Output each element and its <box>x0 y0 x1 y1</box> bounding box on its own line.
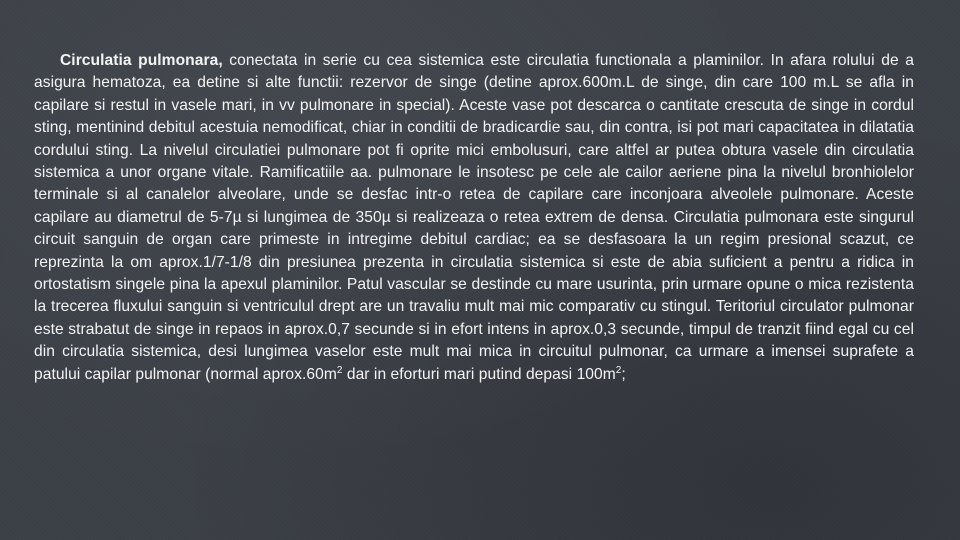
lead-term: Circulatia pulmonara, <box>60 52 223 69</box>
paragraph-text-part-2: dar in eforturi mari putind depasi 100m <box>342 365 616 383</box>
superscript-1: 2 <box>336 364 343 376</box>
paragraph-text-part-3: ; <box>621 365 626 383</box>
superscript-2: 2 <box>615 364 622 376</box>
body-paragraph <box>34 50 914 386</box>
paragraph-text-part-1: conectata in serie cu cea sistemica este circulatia functionala a plaminilor. In afara rolului de a asigura hematoza, ea detine si alte functii: rezervor de singe (detine aprox.600m.L de singe, din care 100 m.L se afla in capilare si restul in vasele mari, in vv pulmonare in special). Aceste vase pot descarca o cantitate crescuta de singe in cordul sting, mentinind debitul acestuia nemodificat, chiar in conditii de bradicardie sau, din contra, isi pot mari capacitatea in dilatatia cordului sting. La nivelul circulatiei pulmonare pot fi oprite mici embolusuri, care altfel ar putea obtura vasele din circulatia sistemica a unor organe vitale. Ramificatiile aa. pulmonare le insotesc pe cele ale cailor aeriene pina la nivelul bronhiolelor terminale si al canalelor alveolare, unde se desfac intr-o retea de capilare care inconjoara alveolele pulmonare. Aceste capilare au diametrul de 5-7µ si lungimea de 350µ si realizeaza o retea extrem de densa. Circulatia pulmonara este singurul circuit sanguin de organ care primeste in intregime debitul cardiac; ea se desfasoara la un regim presional scazut, ce reprezinta la om aprox.1/7-1/8 din presiunea prezenta in circulatia sistemica si este de abia suficient a pentru a ridica in ortostatism singele pina la apexul plaminilor. Patul vascular se destinde cu mare usurinta, prin urmare opune o mica rezistenta la trecerea fluxului sanguin si ventriculul drept are un travaliu mult mai mic comparativ cu stingul. Teritoriul circulator pulmonar este strabatut de singe in repaos in aprox.0,7 secunde si in efort intens in aprox.0,3 secunde, timpul de tranzit fiind egal cu cel din circulatia sistemica, desi lungimea vaselor este mult mai mica in circuitul pulmonar, ca urmare a imensei suprafete a patului capilar pulmonar (normal aprox.60m <box>34 52 914 383</box>
